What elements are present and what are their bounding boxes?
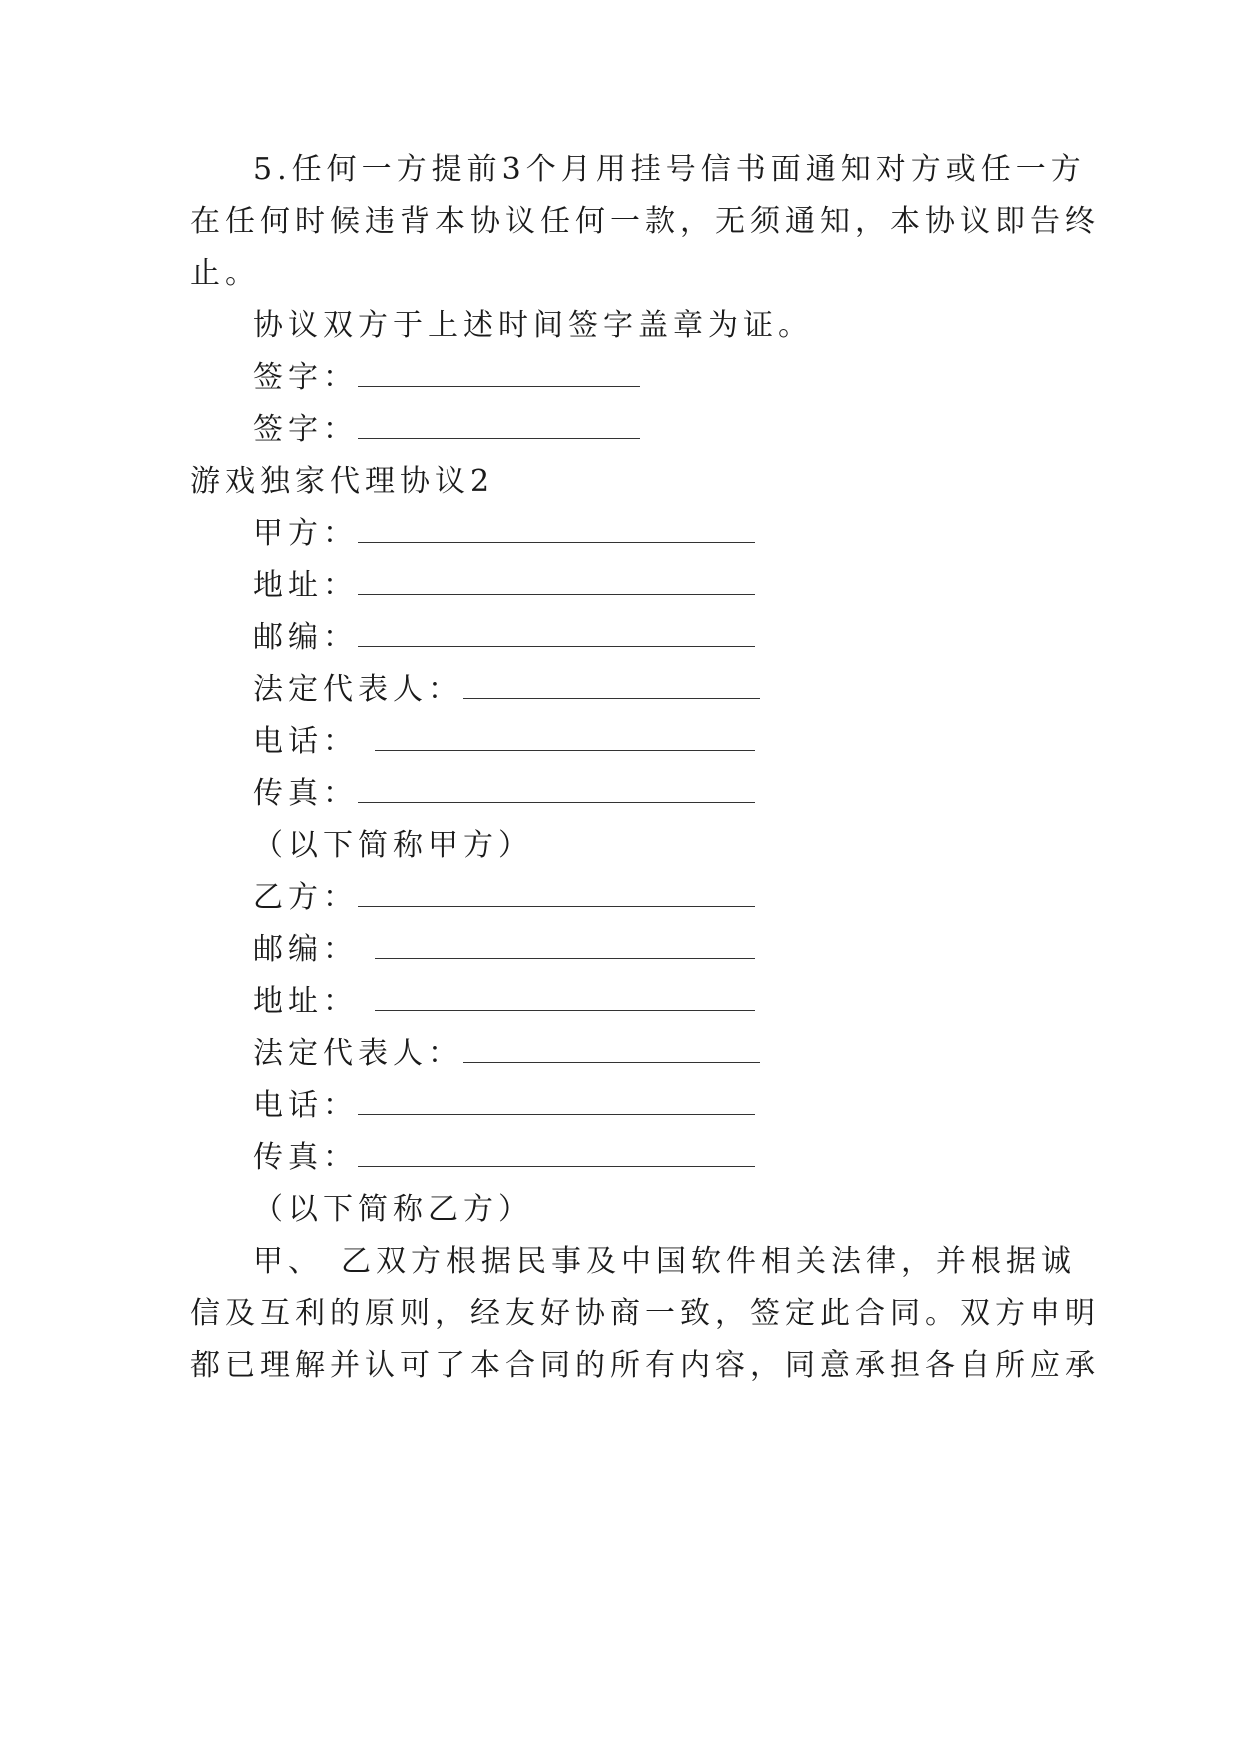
party-b-phone-row — [253, 1086, 1113, 1126]
party-b-legal-rep-row — [253, 1034, 1113, 1074]
agreement-title: 游戏独家代理协议2 — [190, 464, 495, 499]
recital-line-2: 信及互利的原则，经友好协商一致，签定此合同。双方申明 — [190, 1296, 1100, 1331]
field-label: 地址： — [253, 984, 358, 1019]
field-blank[interactable] — [375, 984, 755, 1011]
signature-line-2 — [253, 410, 1113, 450]
party-a-phone-row — [253, 722, 1113, 762]
recital-text: 乙双方根据民事及中国软件相关法律，并根据诚 — [341, 1244, 1076, 1279]
clause5-line-1: 5.任何一方提前3个月用挂号信书面通知对方或任一方 — [253, 152, 1086, 187]
party-a-postcode-row — [253, 618, 1113, 658]
party-a-fax-row — [253, 774, 1113, 814]
signature-label: 签字： — [253, 412, 358, 447]
party-b-address-row — [253, 982, 1113, 1022]
field-label: 乙方： — [253, 880, 358, 915]
field-label: 邮编： — [253, 620, 358, 655]
field-label: 法定代表人： — [253, 672, 463, 707]
field-label: 传真： — [253, 1140, 358, 1175]
field-label: 甲方： — [253, 516, 358, 551]
recital-line-1 — [253, 1242, 1076, 1282]
field-blank[interactable] — [358, 776, 755, 803]
field-blank[interactable] — [358, 620, 755, 647]
clause5-line-2: 在任何时候违背本协议任何一款，无须通知，本协议即告终 — [190, 204, 1100, 239]
party-b-fax-row — [253, 1138, 1113, 1178]
field-label: 传真： — [253, 776, 358, 811]
field-blank[interactable] — [375, 724, 755, 751]
field-blank[interactable] — [358, 880, 755, 907]
field-blank[interactable] — [375, 932, 755, 959]
party-b-name-row — [253, 878, 1113, 918]
field-label: 法定代表人： — [253, 1036, 463, 1071]
party-a-name-row — [253, 514, 1113, 554]
party-b-alias: （以下简称乙方） — [253, 1192, 533, 1227]
signature-blank[interactable] — [358, 360, 640, 387]
clause5-line-3: 止。 — [190, 256, 260, 291]
recital-line-3: 都已理解并认可了本合同的所有内容，同意承担各自所应承 — [190, 1348, 1100, 1383]
signature-label: 签字： — [253, 360, 358, 395]
signature-blank[interactable] — [358, 412, 640, 439]
party-a-address-row — [253, 566, 1113, 606]
field-blank[interactable] — [358, 516, 755, 543]
recital-lead: 甲、 — [253, 1244, 323, 1279]
party-b-postcode-row — [253, 930, 1113, 970]
field-blank[interactable] — [358, 1140, 755, 1167]
field-label: 电话： — [253, 724, 358, 759]
field-blank[interactable] — [463, 672, 760, 699]
signature-line-1 — [253, 358, 1113, 398]
witness-statement: 协议双方于上述时间签字盖章为证。 — [253, 308, 813, 343]
field-blank[interactable] — [358, 568, 755, 595]
party-a-legal-rep-row — [253, 670, 1113, 710]
field-label: 邮编： — [253, 932, 358, 967]
field-blank[interactable] — [358, 1088, 755, 1115]
party-a-alias: （以下简称甲方） — [253, 828, 533, 863]
field-label: 地址： — [253, 568, 358, 603]
field-label: 电话： — [253, 1088, 358, 1123]
field-blank[interactable] — [463, 1036, 760, 1063]
